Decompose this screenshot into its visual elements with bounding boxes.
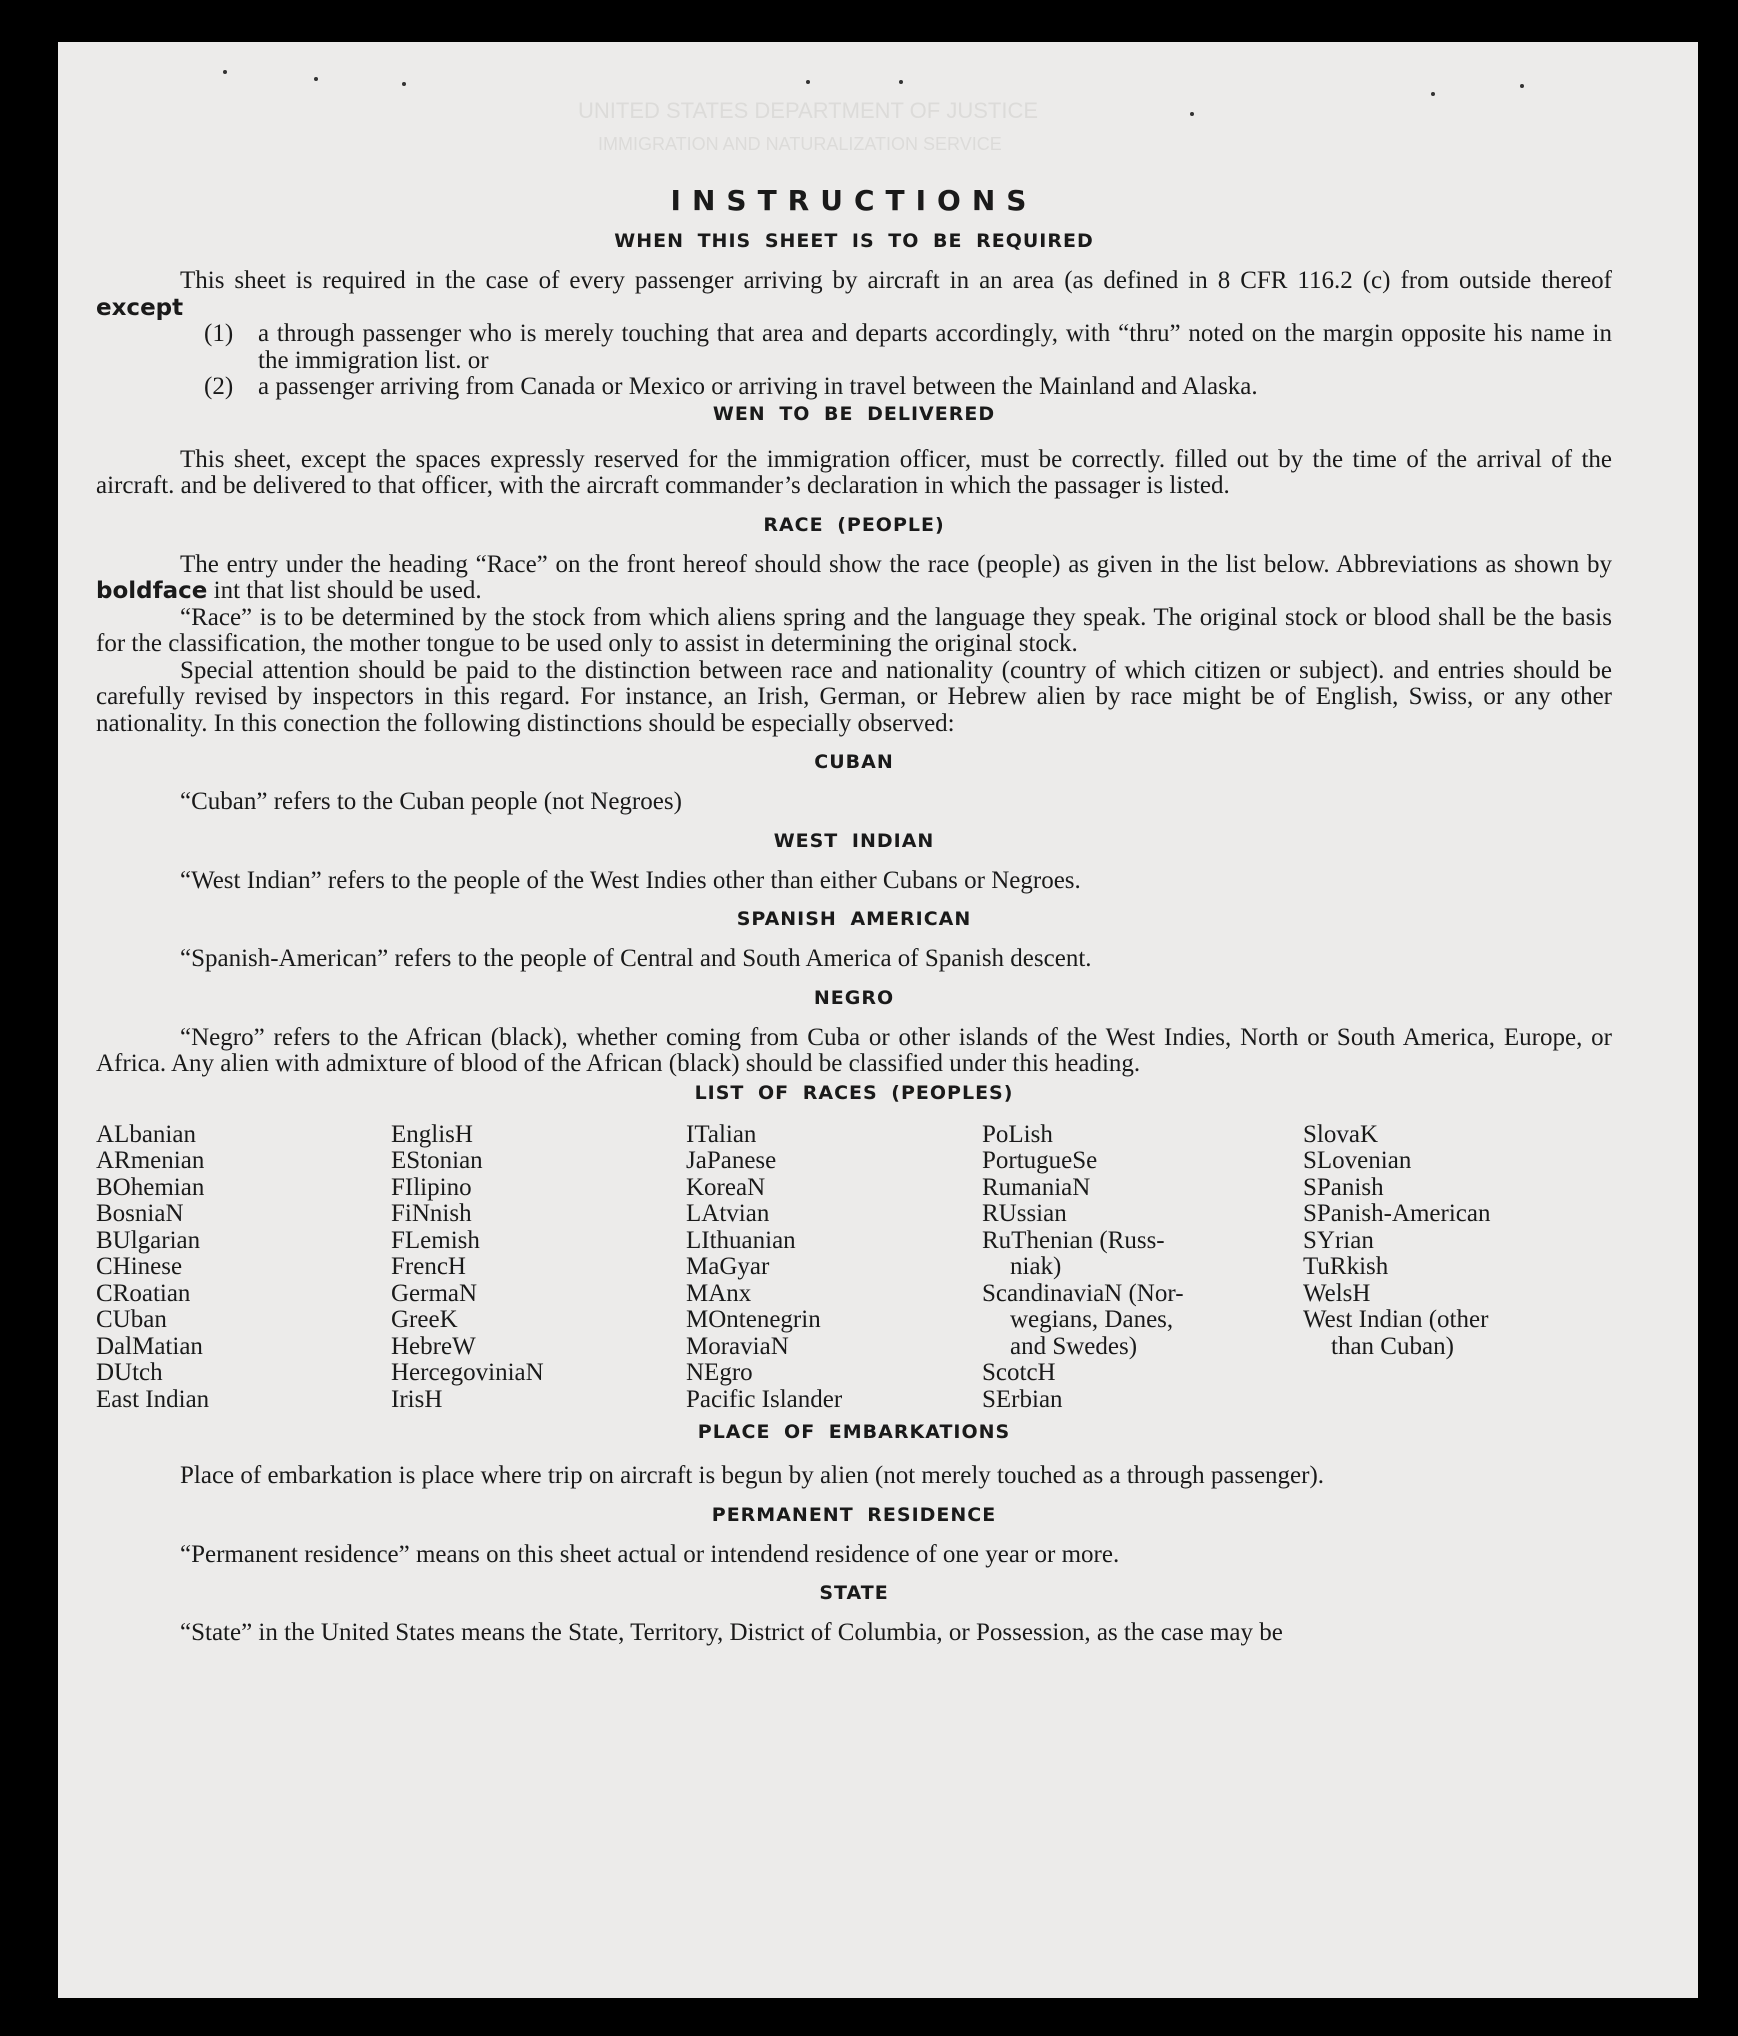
race-item: RuThenian (Russ- xyxy=(982,1226,1165,1254)
races-column-2 xyxy=(391,1122,686,1414)
race-item: MOntenegrin xyxy=(686,1306,821,1333)
race-item: DalMatian xyxy=(96,1332,203,1360)
race-item: LIthuanian xyxy=(686,1226,796,1254)
boldface-word: boldface xyxy=(96,578,208,604)
race-item: HercegoviniaN xyxy=(391,1359,544,1386)
races-list xyxy=(96,1122,1612,1414)
race-item: ARmenian xyxy=(96,1147,205,1174)
race-item-continued: than Cuban) xyxy=(1331,1332,1454,1360)
race-item: ScandinaviaN (Nor- xyxy=(982,1279,1184,1307)
race-item: WelsH xyxy=(1303,1279,1371,1307)
race-item: HebreW xyxy=(391,1332,476,1360)
heading-list-of-races: LIST OF RACES (PEOPLES) xyxy=(694,1081,1014,1104)
speck xyxy=(899,80,903,84)
race-item: PoLish xyxy=(982,1120,1053,1148)
bleed-through-line-2: IMMIGRATION AND NATURALIZATION SERVICE xyxy=(598,134,1002,154)
heading-when-required: WHEN THIS SHEET IS TO BE REQUIRED xyxy=(614,230,1094,252)
cuban-text: “Cuban” refers to the Cuban people (not Negroes) xyxy=(180,788,682,815)
race-item: NEgro xyxy=(686,1359,753,1386)
speck xyxy=(223,70,227,74)
speck xyxy=(1520,84,1524,88)
race-item: GermaN xyxy=(391,1279,478,1307)
race-item: DUtch xyxy=(96,1359,163,1386)
race-item: KoreaN xyxy=(686,1173,766,1201)
race-item: MaGyar xyxy=(686,1253,770,1280)
race-item: LAtvian xyxy=(686,1200,770,1227)
race-item-continued: niak) xyxy=(1010,1253,1062,1280)
except-bold: except xyxy=(96,294,184,321)
race-item: MoraviaN xyxy=(686,1332,789,1360)
race-item: SPanish xyxy=(1303,1173,1384,1201)
speck xyxy=(806,80,810,84)
heading-embarkation: PLACE OF EMBARKATIONS xyxy=(697,1421,1011,1443)
race-item: BUlgarian xyxy=(96,1226,201,1254)
race-item: CRoatian xyxy=(96,1279,191,1307)
race-item: FrencH xyxy=(391,1253,466,1280)
race-item: East Indian xyxy=(96,1385,210,1413)
bleed-through-line-1: UNITED STATES DEPARTMENT OF JUSTICE xyxy=(578,98,1039,123)
west-indian-text: “West Indian” refers to the people of the West Indies other than either Cubans or Negroes. xyxy=(180,866,1081,894)
heading-negro: NEGRO xyxy=(813,986,895,1009)
exception-text: a through passenger who is merely touching that area and departs accordingly, with “thru” noted on the margin opposite his name in the immigration list. or xyxy=(258,320,1612,374)
race-item: SYrian xyxy=(1303,1226,1374,1254)
race-paragraph-2: “Race” is to be determined by the stock from which aliens spring and the language they speak. The original stock or blood shall be the basis for the classification, the mother tongue to be used only to assist in determining the original stock. xyxy=(96,603,1612,657)
races-column-5 xyxy=(1303,1122,1603,1414)
instructions-content xyxy=(96,182,1612,1647)
exception-number: (1) xyxy=(204,320,234,347)
race-item: RUssian xyxy=(982,1200,1067,1227)
race-paragraph-1 xyxy=(96,552,1612,605)
when-required-intro xyxy=(96,268,1612,321)
negro-text: “Negro” refers to the African (black), whether coming from Cuba or other islands of the West Indies, North or South America, Europe, or Africa. Any alien with admixture of blood of the African (black) should be classified under this heading. xyxy=(96,1023,1612,1077)
when-delivered-text: This sheet, except the spaces expressly reserved for the immigration officer, must be correctly. filled out by the time of the arrival of the aircraft. and be delivered to that officer, with the aircraft commander’s declaration in which the passager is listed. xyxy=(96,445,1612,499)
exception-text: a passenger arriving from Canada or Mexico or arriving in travel between the Mainland and Alaska. xyxy=(258,373,1258,400)
race-item: EStonian xyxy=(391,1147,483,1174)
speck xyxy=(1190,112,1194,116)
document-page xyxy=(58,42,1698,1998)
race-item: CUban xyxy=(96,1306,167,1333)
race-item: BosniaN xyxy=(96,1200,184,1227)
race-p1-b: int that list should be used. xyxy=(207,577,482,604)
race-item: ITalian xyxy=(686,1120,757,1148)
race-p1-a: The entry under the heading “Race” on the front hereof should show the race (people) as given in the list below. Abbreviations as shown by xyxy=(180,550,1612,578)
race-item: GreeK xyxy=(391,1306,458,1333)
race-item: FIlipino xyxy=(391,1173,472,1201)
exception-number: (2) xyxy=(204,373,234,400)
race-item: IrisH xyxy=(391,1385,443,1413)
heading-spanish-american: SPANISH AMERICAN xyxy=(736,908,972,930)
race-item: SLovenian xyxy=(1303,1147,1412,1174)
race-item: RumaniaN xyxy=(982,1173,1091,1201)
race-item: MAnx xyxy=(686,1279,752,1307)
race-item: CHinese xyxy=(96,1253,183,1280)
races-column-4 xyxy=(982,1122,1303,1414)
race-item: JaPanese xyxy=(686,1147,777,1174)
heading-permanent-residence: PERMANENT RESIDENCE xyxy=(711,1503,997,1526)
race-item: SlovaK xyxy=(1303,1120,1378,1148)
page-title: INSTRUCTIONS xyxy=(670,184,1038,217)
permanent-residence-text: “Permanent residence” means on this sheet actual or intendend residence of one year or more. xyxy=(180,1540,1120,1568)
exception-item xyxy=(204,321,1612,374)
race-item: ALbanian xyxy=(96,1120,196,1148)
speck xyxy=(1431,92,1435,96)
race-item: PortugueSe xyxy=(982,1147,1098,1174)
state-text: “State” in the United States means the State, Territory, District of Columbia, or Possession, as the case may be xyxy=(180,1619,1283,1646)
embarkation-text: Place of embarkation is place where trip on aircraft is begun by alien (not merely touched as a through passenger). xyxy=(180,1462,1325,1489)
heading-when-delivered: WEN TO BE DELIVERED xyxy=(712,402,996,425)
races-column-3 xyxy=(686,1122,982,1414)
speck xyxy=(402,82,406,86)
race-item-continued: and Swedes) xyxy=(1010,1332,1138,1360)
exception-item xyxy=(204,374,1612,401)
heading-cuban: CUBAN xyxy=(814,751,894,773)
race-item: BOhemian xyxy=(96,1173,205,1201)
race-item: FiNnish xyxy=(391,1200,472,1227)
spanish-american-text: “Spanish-American” refers to the people of Central and South America of Spanish descent. xyxy=(180,945,1092,972)
speck xyxy=(314,77,318,81)
race-item: West Indian (other xyxy=(1303,1306,1489,1333)
race-item: FLemish xyxy=(391,1226,480,1254)
race-item: SErbian xyxy=(982,1385,1063,1413)
intro-text: This sheet is required in the case of every passenger arriving by aircraft in an area (as defined in 8 CFR 116.2 (c) from outside thereof xyxy=(180,267,1612,294)
race-item: SPanish-American xyxy=(1303,1200,1491,1227)
race-item: Pacific Islander xyxy=(686,1385,843,1413)
heading-west-indian: WEST INDIAN xyxy=(773,829,935,852)
races-column-1 xyxy=(96,1122,391,1414)
heading-state: STATE xyxy=(819,1582,889,1604)
race-paragraph-3: Special attention should be paid to the distinction between race and nationality (country of which citizen or subject). and entries should be carefully revised by inspectors in this regard. For instance, an Irish, German, or Hebrew alien by race might be of English, Swiss, or any other nationality. In this conection the following distinctions should be especially observed: xyxy=(96,656,1612,737)
race-item-continued: wegians, Danes, xyxy=(1010,1306,1174,1333)
race-item: ScotcH xyxy=(982,1359,1056,1386)
race-item: TuRkish xyxy=(1303,1253,1389,1280)
heading-race: RACE (PEOPLE) xyxy=(763,513,945,536)
race-item: EnglisH xyxy=(391,1120,473,1148)
